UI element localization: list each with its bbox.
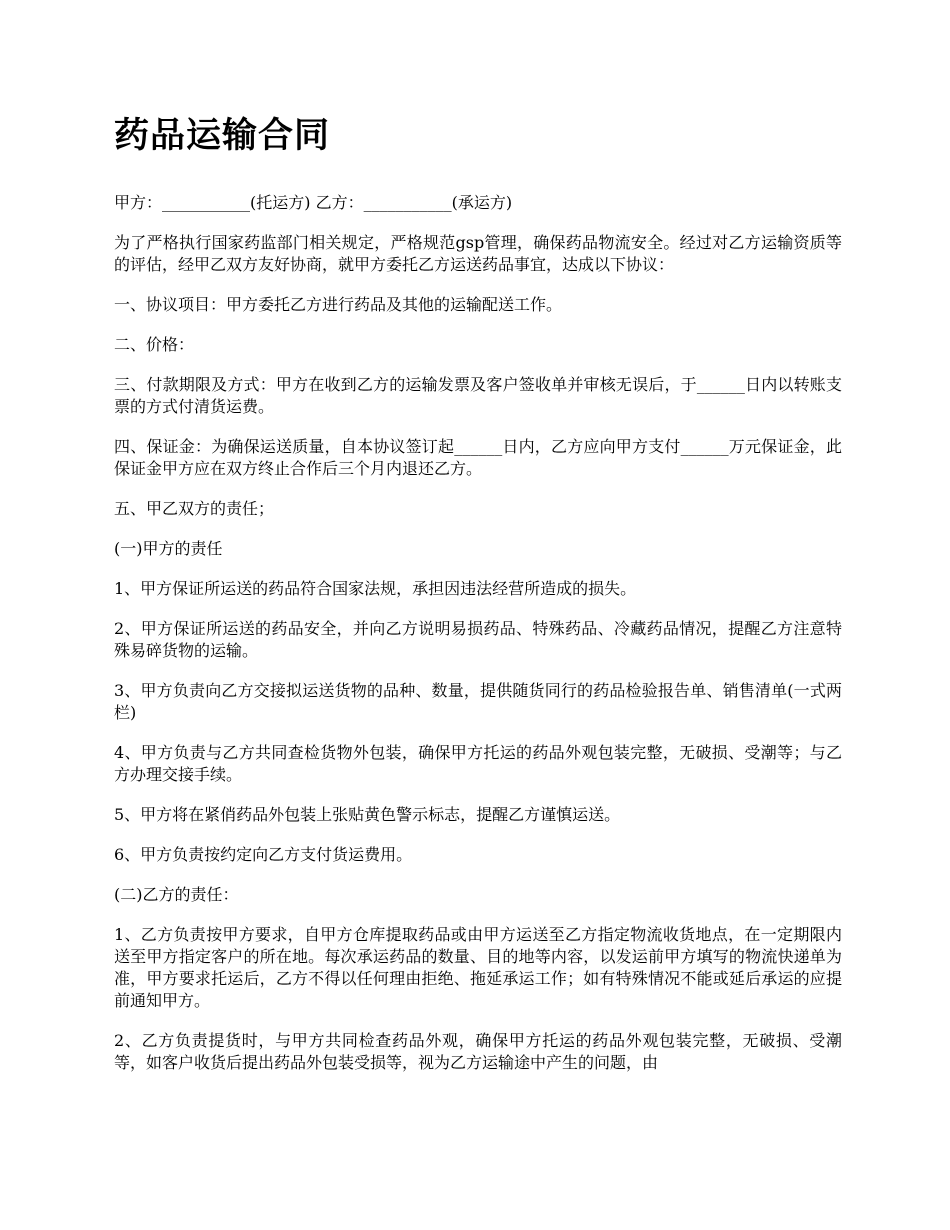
- party-a-item-1: 1、甲方保证所运送的药品符合国家法规，承担因违法经营所造成的损失。: [114, 579, 637, 598]
- party-b-item-2: 2、乙方负责提货时，与甲方共同检查药品外观，确保甲方托运的药品外观包装完整，无破损、受潮等，如客户收货后提出药品外包装受损等，视为乙方运输途中产生的问题，由: [114, 1031, 842, 1072]
- party-a-item-3: 3、甲方负责向乙方交接拟运送货物的品种、数量，提供随货同行的药品检验报告单、销售清单(一式两栏): [114, 681, 842, 722]
- section-party-a-heading: (一)甲方的责任: [114, 539, 223, 558]
- parties-line: 甲方：___________(托运方) 乙方：___________(承运方): [114, 193, 513, 212]
- clause-3-payment: 三、付款期限及方式：甲方在收到乙方的运输发票及客户签收单并审核无误后，于______日内以转账支票的方式付清货运费。: [114, 375, 842, 416]
- party-a-item-4: 4、甲方负责与乙方共同查检货物外包装，确保甲方托运的药品外观包装完整，无破损、受潮等；与乙方办理交接手续。: [114, 743, 842, 784]
- party-a-item-6: 6、甲方负责按约定向乙方支付货运费用。: [114, 845, 413, 864]
- clause-2-price: 二、价格：: [114, 335, 195, 354]
- clause-1-agreement-item: 一、协议项目：甲方委托乙方进行药品及其他的运输配送工作。: [114, 295, 563, 314]
- party-a-item-5: 5、甲方将在紧俏药品外包装上张贴黄色警示标志，提醒乙方谨慎运送。: [114, 805, 621, 824]
- clause-5-responsibilities: 五、甲乙双方的责任；: [114, 499, 275, 518]
- preamble-paragraph: 为了严格执行国家药监部门相关规定，严格规范gsp管理，确保药品物流安全。经过对乙方运输资质等的评估，经甲乙双方友好协商，就甲方委托乙方运送药品事宜，达成以下协议：: [114, 233, 842, 274]
- party-a-item-2: 2、甲方保证所运送的药品安全，并向乙方说明易损药品、特殊药品、冷藏药品情况，提醒乙方注意特殊易碎货物的运输。: [114, 619, 842, 660]
- party-b-item-1: 1、乙方负责按甲方要求，自甲方仓库提取药品或由甲方运送至乙方指定物流收货地点，在一定期限内送至甲方指定客户的所在地。每次承运药品的数量、目的地等内容，以发运前甲方填写的物流快递单为准，甲方要求托运后，乙方不得以任何理由拒绝、拖延承运工作；如有特殊情况不能或延后承运的应提前通知甲方。: [114, 925, 842, 1010]
- clause-4-deposit: 四、保证金：为确保运送质量，自本协议签订起______日内，乙方应向甲方支付______万元保证金，此保证金甲方应在双方终止合作后三个月内退还乙方。: [114, 437, 842, 478]
- document-body: [114, 112, 842, 1092]
- section-party-b-heading: (二)乙方的责任：: [114, 885, 239, 904]
- document-title: 药品运输合同: [114, 116, 331, 156]
